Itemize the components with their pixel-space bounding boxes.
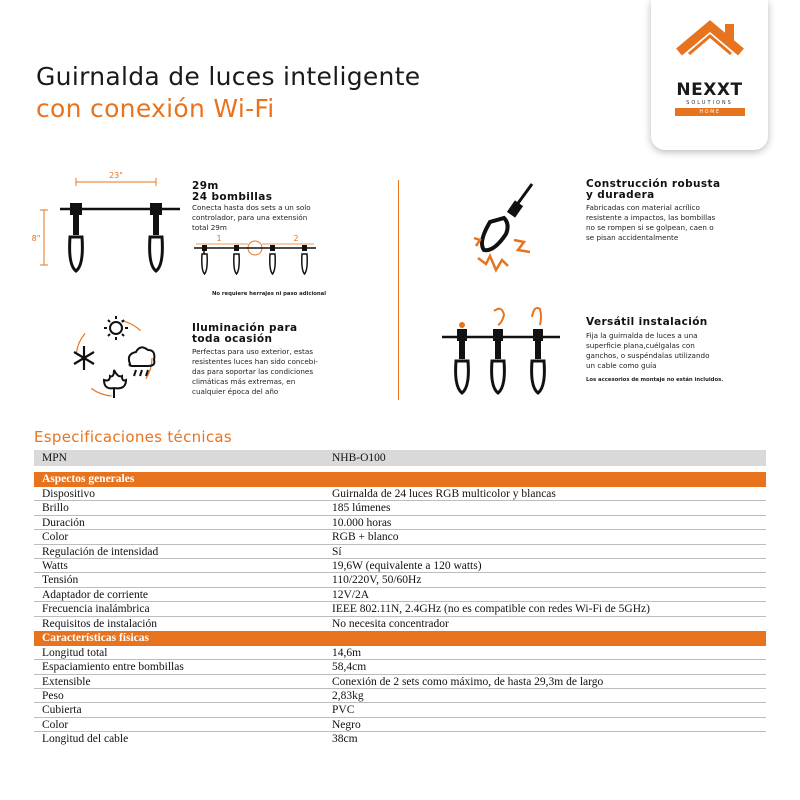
table-row xyxy=(34,602,766,616)
set-1-label: 1 xyxy=(216,234,222,243)
table-row xyxy=(34,646,766,660)
table-row xyxy=(34,559,766,573)
spec-label: Color xyxy=(42,718,69,731)
spec-general-rows xyxy=(34,487,766,631)
feature-lighting-body-3: das para soportar las condiciones xyxy=(192,367,314,376)
feature-lighting-title-2: toda ocasión xyxy=(192,333,273,345)
table-row xyxy=(34,703,766,717)
feature-construction-body-3: no se rompen si se golpean, caen o xyxy=(586,223,714,232)
column-divider xyxy=(398,180,399,400)
table-row xyxy=(34,516,766,530)
string-lights-dimension-diagram xyxy=(20,165,190,285)
spec-value: 14,6m xyxy=(332,646,362,659)
spec-physical-rows xyxy=(34,646,766,747)
feature-construction-body-1: Fabricadas con material acrílico xyxy=(586,203,700,212)
spec-label: Brillo xyxy=(42,502,69,515)
spec-value: Sí xyxy=(332,545,342,558)
spec-section-general xyxy=(34,472,766,487)
feature-install-body-3: ganchos, o suspéndalas utilizando xyxy=(586,351,710,360)
spec-label: Longitud total xyxy=(42,646,108,659)
set-2-label: 2 xyxy=(293,234,299,243)
spec-value: 2,83kg xyxy=(332,690,364,703)
feature-length-body-1: Conecta hasta dos sets a un solo xyxy=(192,203,311,212)
spec-label: MPN xyxy=(42,452,67,464)
feature-length-note: No requiere herrajes ni paso adicional xyxy=(212,291,327,297)
table-row xyxy=(34,588,766,602)
spec-label: Requisitos de instalación xyxy=(42,617,157,630)
brand-home-tag: HOME xyxy=(675,108,745,116)
sun-icon xyxy=(104,316,128,340)
dimension-height-label: 8" xyxy=(31,234,41,243)
hanging-bulbs-icon xyxy=(438,303,564,403)
spec-label: Dispositivo xyxy=(42,488,96,500)
spec-label: Espaciamiento entre bombillas xyxy=(42,661,184,674)
table-row xyxy=(34,675,766,689)
feature-lighting-body-4: climáticas más extremas, en xyxy=(192,377,296,386)
spec-value: NHB-O100 xyxy=(332,452,386,464)
spec-value: 185 lúmenes xyxy=(332,502,391,515)
impact-bulb-icon xyxy=(470,180,550,280)
feature-length-body-2: controlador, para una extensión xyxy=(192,213,308,222)
brand-logo-card xyxy=(651,0,768,150)
feature-install-body-4: un cable como guía xyxy=(586,361,657,370)
leaf-icon xyxy=(104,370,126,398)
feature-lighting-title-1: Iluminación para xyxy=(192,322,298,334)
two-sets-diagram xyxy=(190,230,320,290)
spec-label: Tensión xyxy=(42,574,79,587)
table-row xyxy=(34,689,766,703)
spec-section-physical xyxy=(34,631,766,646)
spec-section-label: Características físicas xyxy=(42,631,149,644)
spec-value: Guirnalda de 24 luces RGB multicolor y blancas xyxy=(332,488,556,500)
feature-construction-title-2: y duradera xyxy=(586,189,655,201)
specs-heading: Especificaciones técnicas xyxy=(34,428,233,446)
spec-label: Extensible xyxy=(42,675,91,688)
table-row xyxy=(34,545,766,559)
spec-value: No necesita concentrador xyxy=(332,617,449,630)
spec-label: Peso xyxy=(42,690,64,703)
spec-label: Duración xyxy=(42,516,85,529)
feature-construction-title-1: Construcción robusta xyxy=(586,178,721,190)
feature-lighting-body-2: resistentes luces han sido concebi- xyxy=(192,357,318,366)
spec-value: 58,4cm xyxy=(332,661,367,674)
spec-row-mpn xyxy=(34,450,766,466)
spec-label: Longitud del cable xyxy=(42,733,129,746)
spec-label: Color xyxy=(42,531,69,544)
feature-lighting-body-5: cualquier época del año xyxy=(192,387,279,396)
weather-icons-group xyxy=(64,308,164,408)
spec-value: 12V/2A xyxy=(332,588,370,601)
feature-construction-body-2: resistente a impactos, las bombillas xyxy=(586,213,716,222)
table-row xyxy=(34,530,766,544)
spec-label: Watts xyxy=(42,559,68,572)
feature-length-title-1: 29m xyxy=(192,180,219,192)
feature-install-body-1: Fija la guirnalda de luces a una xyxy=(586,331,698,340)
brand-name: NEXXT xyxy=(676,80,743,100)
spec-section-label: Aspectos generales xyxy=(42,473,135,485)
feature-length-title-2: 24 bombillas xyxy=(192,191,273,203)
spec-value: Conexión de 2 sets como máximo, de hasta 29,3m de largo xyxy=(332,675,604,688)
table-row xyxy=(34,573,766,587)
feature-install-note: Los accesorios de montaje no están incluidos. xyxy=(586,377,724,383)
feature-construction-body-4: se pisan accidentalmente xyxy=(586,233,679,242)
dimension-width-label: 23" xyxy=(109,171,123,180)
spec-value: 10.000 horas xyxy=(332,516,392,529)
spec-value: PVC xyxy=(332,704,355,717)
page-title: Guirnalda de luces inteligente xyxy=(36,62,421,91)
table-row xyxy=(34,660,766,674)
spec-value: RGB + blanco xyxy=(332,531,399,544)
page-subtitle: con conexión Wi-Fi xyxy=(36,94,275,123)
feature-install-title: Versátil instalación xyxy=(586,316,708,328)
table-row xyxy=(34,732,766,746)
spec-label: Cubierta xyxy=(42,704,82,717)
spec-value: 19,6W (equivalente a 120 watts) xyxy=(332,559,482,572)
house-logo-icon xyxy=(675,20,745,72)
spec-value: Negro xyxy=(332,718,361,731)
table-row xyxy=(34,501,766,515)
spec-value: 110/220V, 50/60Hz xyxy=(332,574,422,587)
specs-table xyxy=(34,450,766,747)
feature-install-body-2: superficie plana,cuélgalas con xyxy=(586,341,695,350)
brand-sub: SOLUTIONS xyxy=(686,100,733,106)
spec-value: IEEE 802.11N, 2.4GHz (no es compatible con redes Wi-Fi de 5GHz) xyxy=(332,603,650,616)
spec-label: Frecuencia inalámbrica xyxy=(42,603,150,616)
table-row xyxy=(34,617,766,631)
feature-lighting-body-1: Perfectas para uso exterior, estas xyxy=(192,347,314,356)
spec-value: 38cm xyxy=(332,733,358,746)
spec-label: Regulación de intensidad xyxy=(42,545,159,558)
table-row xyxy=(34,487,766,501)
table-row xyxy=(34,718,766,732)
rain-cloud-icon xyxy=(129,347,155,376)
feature-length-body-3: total 29m xyxy=(192,223,227,232)
spec-label: Adaptador de corriente xyxy=(42,588,149,601)
